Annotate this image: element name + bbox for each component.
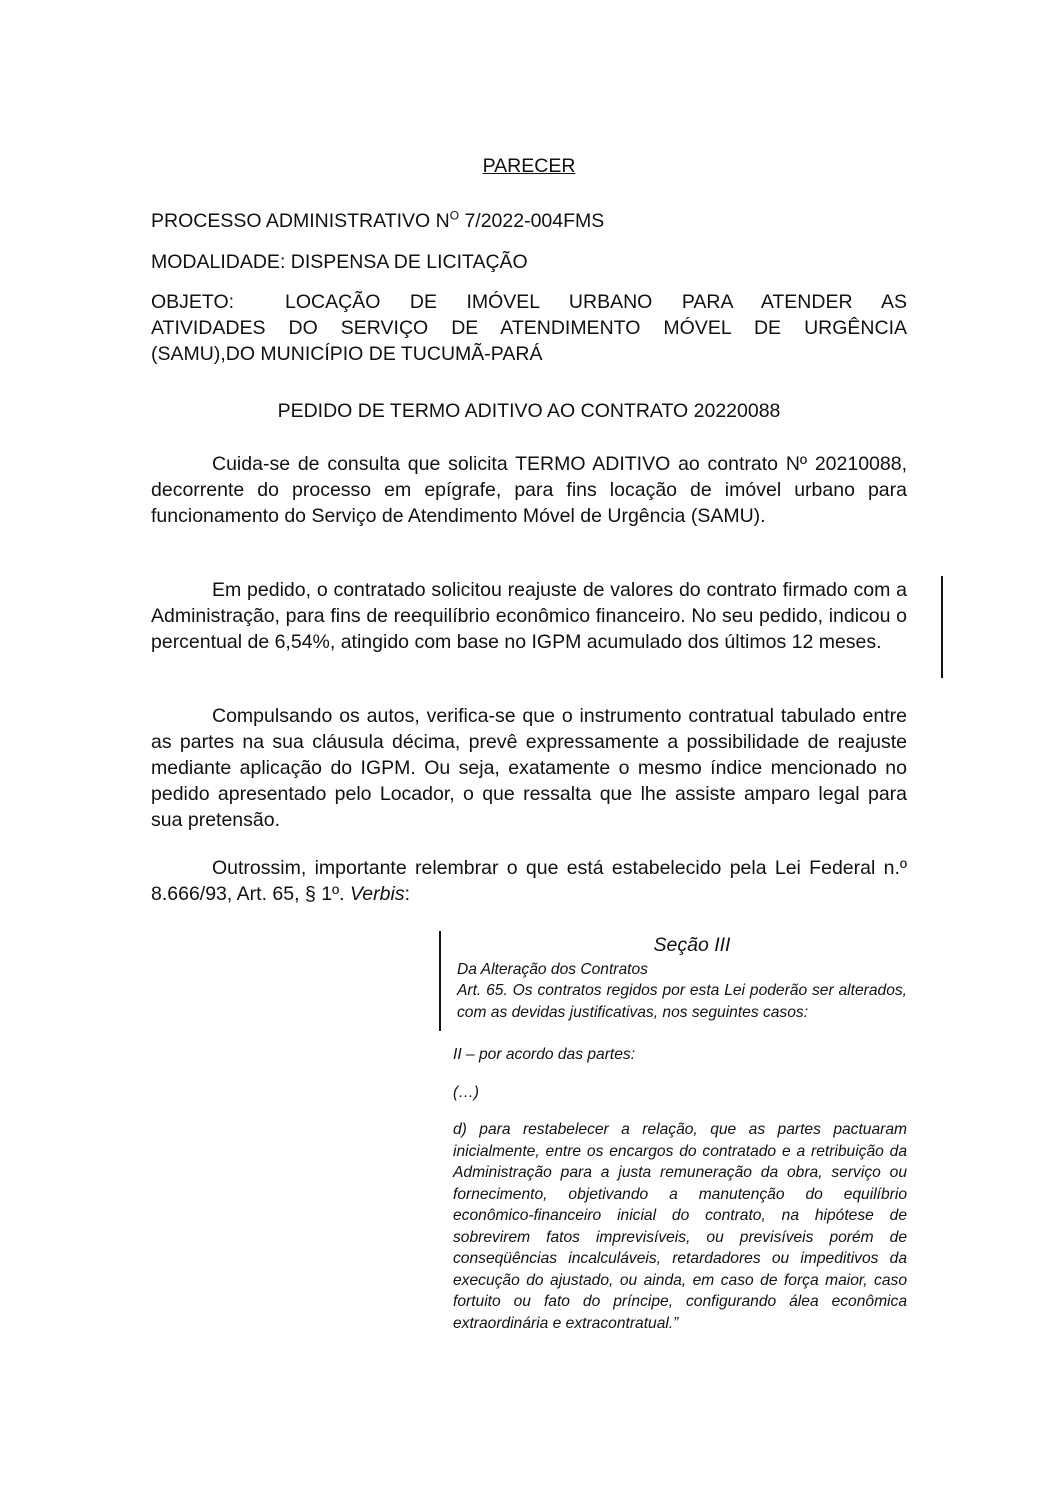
quote-section: Seção III bbox=[653, 934, 731, 956]
paragraph-1: Cuida-se de consulta que solicita TERMO ADITIVO ao contrato Nº 20210088, decorrente do processo em epígrafe, para fins locação de imóvel urbano para funcionamento do Serviço de Atendimento Móvel de Urgência (SAMU). bbox=[151, 453, 907, 527]
process-number-value: 7/2022-004FMS bbox=[459, 210, 605, 232]
process-number bbox=[151, 208, 604, 234]
quote-ellipsis: (…) bbox=[453, 1084, 479, 1101]
paragraph-4-end: : bbox=[404, 883, 410, 905]
object-line-2: ATIVIDADES DO SERVIÇO DE ATENDIMENTO MÓVEL DE URGÊNCIA bbox=[151, 317, 907, 339]
quote-subtitle: Da Alteração dos Contratos bbox=[457, 961, 648, 978]
request-title: PEDIDO DE TERMO ADITIVO AO CONTRATO 20220088 bbox=[277, 400, 781, 422]
quote-item-d: d) para restabelecer a relação, que as partes pactuaram inicialmente, entre os encargos do contratado e a retribuição da Administração para a justa remuneração da obra, serviço ou fornecimento, objetivando a manutenção do equilíbrio econômico-financeiro inicial do contrato, na hipótese de sobrevirem fatos imprevisíveis, ou previsíveis porém de conseqüências incalculáveis, retardadores ou impeditivos da execução do ajustado, ou ainda, em caso de força maior, caso fortuito ou fato do príncipe, configurando álea econômica extraordinária e extracontratual.” bbox=[453, 1121, 907, 1332]
paragraph-4 bbox=[151, 855, 907, 907]
verbis-word: Verbis bbox=[350, 883, 405, 905]
object-label: OBJETO: bbox=[151, 291, 235, 313]
object-line-1 bbox=[151, 289, 907, 315]
margin-bar-right bbox=[941, 576, 943, 678]
process-sup: O bbox=[449, 208, 460, 223]
object-line-1-text: LOCAÇÃO DE IMÓVEL URBANO PARA ATENDER AS bbox=[285, 291, 907, 313]
quote-bar-left bbox=[439, 931, 441, 1031]
paragraph-4-text: Outrossim, importante relembrar o que está estabelecido pela Lei Federal n.º 8.666/93, Art. 65, § 1º. bbox=[151, 857, 907, 905]
process-prefix: PROCESSO ADMINISTRATIVO N bbox=[151, 210, 450, 232]
object-block bbox=[151, 289, 907, 367]
document-title: PARECER bbox=[482, 155, 576, 177]
paragraph-3: Compulsando os autos, verifica-se que o instrumento contratual tabulado entre as partes na sua cláusula décima, prevê expressamente a possibilidade de reajuste mediante aplicação do IGPM. Ou seja, exatamente o mesmo índice mencionado no pedido apresentado pelo Locador, o que ressalta que lhe assiste amparo legal para sua pretensão. bbox=[151, 705, 907, 831]
quote-art-65: Art. 65. Os contratos regidos por esta Lei poderão ser alterados, com as devidas justificativas, nos seguintes casos: bbox=[457, 982, 907, 1021]
object-line-3: (SAMU),DO MUNICÍPIO DE TUCUMÃ-PARÁ bbox=[151, 343, 543, 365]
paragraph-2: Em pedido, o contratado solicitou reajuste de valores do contrato firmado com a Administração, para fins de reequilíbrio econômico financeiro. No seu pedido, indicou o percentual de 6,54%, atingido com base no IGPM acumulado dos últimos 12 meses. bbox=[151, 579, 907, 653]
quote-item-ii: II – por acordo das partes: bbox=[453, 1046, 636, 1063]
modality-line: MODALIDADE: DISPENSA DE LICITAÇÃO bbox=[151, 251, 528, 273]
